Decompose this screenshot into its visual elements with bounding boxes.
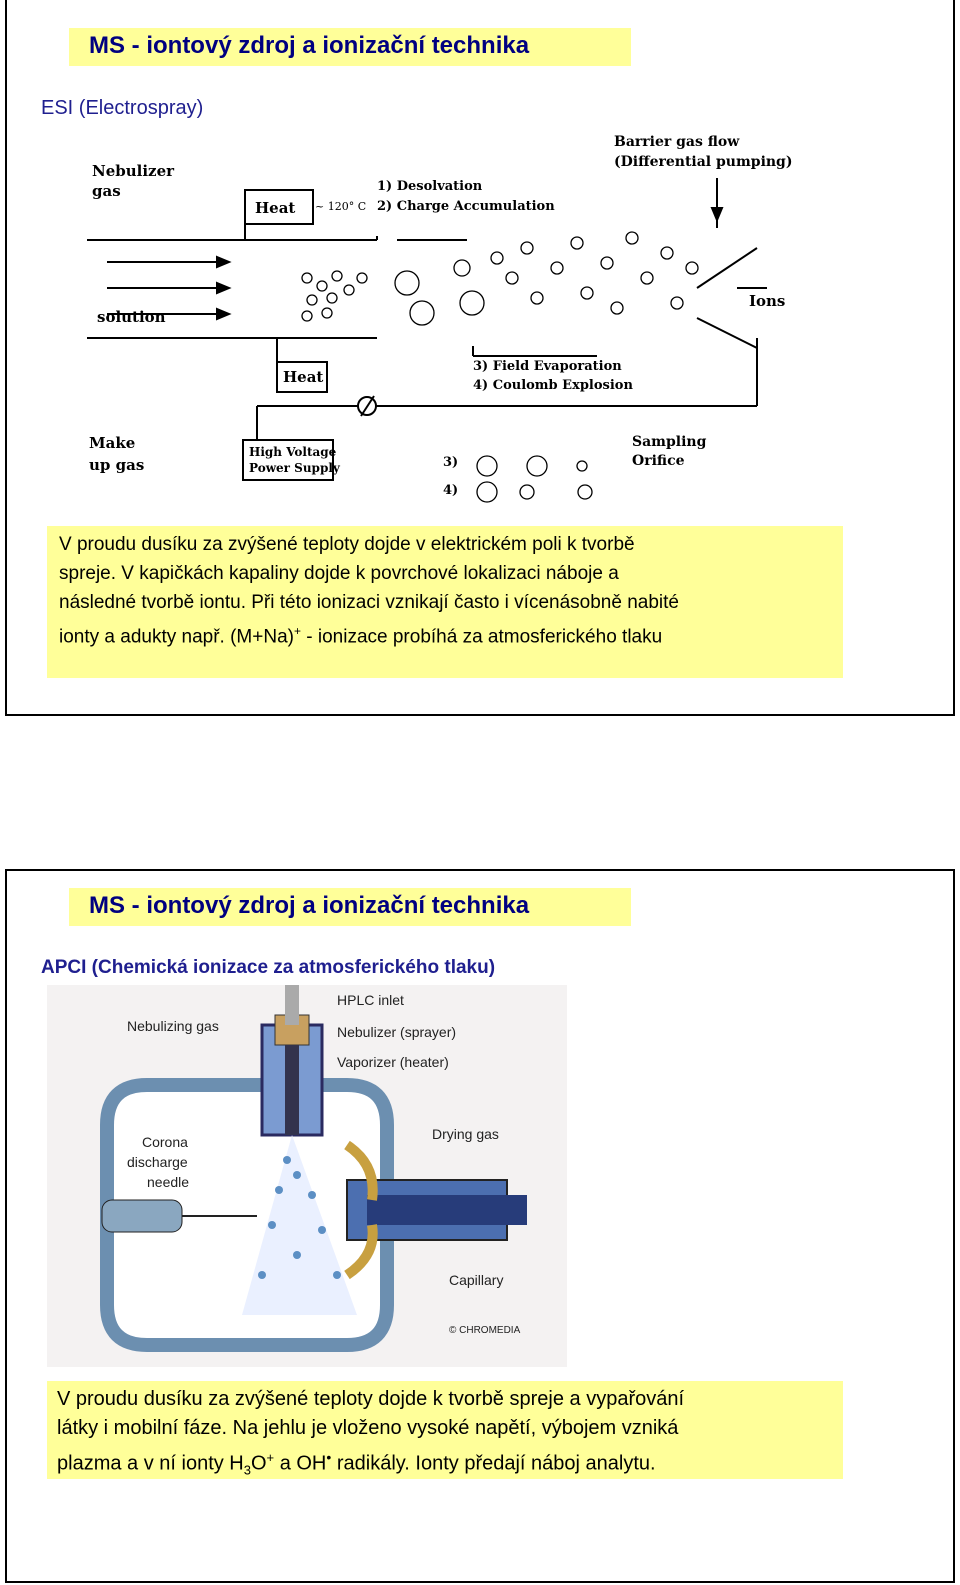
label-num4: 4) (443, 483, 459, 498)
text-line-last: ionty a adukty např. (M+Na)+ - ionizace probíhá za atmosferického tlaku (59, 624, 663, 648)
label-heat-top: Heat (255, 199, 296, 217)
label-solution: solution (97, 308, 166, 326)
label-nebulizer-gas-1: Nebulizer (92, 162, 175, 180)
title-band (69, 28, 631, 66)
label-capillary: Capillary (449, 1272, 504, 1288)
label-drying-gas: Drying gas (432, 1126, 499, 1142)
text-line: V proudu dusíku za zvýšené teploty dojde k tvorbě spreje a vypařování (57, 1388, 685, 1410)
label-hv-1: High Voltage (249, 445, 337, 459)
description-box (47, 526, 843, 678)
label-temp: ~ 120° C (315, 200, 367, 213)
slide-apci (5, 869, 955, 1583)
label-step1: 1) Desolvation (377, 179, 483, 194)
title-band (69, 888, 631, 926)
slide-esi (5, 0, 955, 716)
text-line: V proudu dusíku za zvýšené teploty dojde v elektrickém poli k tvorbě (59, 534, 635, 555)
label-hv-2: Power Supply (249, 461, 340, 475)
label-sampling-2: Orifice (632, 453, 685, 469)
slide-title: MS - iontový zdroj a ionizační technika (89, 892, 530, 919)
apci-diagram (47, 985, 567, 1367)
label-make-2: up gas (89, 456, 145, 474)
label-num3: 3) (443, 455, 459, 470)
label-nebulizer: Nebulizer (sprayer) (337, 1024, 457, 1040)
slide-subtitle: ESI (Electrospray) (41, 97, 204, 119)
label-vaporizer: Vaporizer (heater) (337, 1054, 449, 1070)
slide-title: MS - iontový zdroj a ionizační technika (89, 32, 530, 59)
label-step4: 4) Coulomb Explosion (473, 378, 633, 393)
label-hplc-inlet: HPLC inlet (337, 992, 404, 1008)
label-nebulizer-gas-2: gas (92, 182, 121, 200)
label-barrier-1: Barrier gas flow (614, 134, 740, 150)
text-line-last: plazma a v ní ionty $H_3O^+$ a OH• radikály. Ionty předají náboj analytu. (57, 1449, 656, 1478)
slide-subtitle: APCI (Chemická ionizace za atmosferického tlaku) (41, 957, 496, 978)
label-make-1: Make (89, 434, 136, 452)
label-corona-1: Corona (142, 1134, 188, 1150)
label-barrier-2: (Differential pumping) (614, 154, 793, 170)
text-line: látky i mobilní fáze. Na jehlu je vloženo vysoké napětí, výbojem vzniká (57, 1417, 679, 1439)
text-line: spreje. V kapičkách kapaliny dojde k povrchové lokalizaci náboje a (59, 563, 619, 584)
label-corona-2: discharge (127, 1154, 188, 1170)
label-nebulizing-gas: Nebulizing gas (127, 1018, 219, 1034)
description-box (47, 1381, 843, 1479)
label-corona-3: needle (147, 1174, 190, 1190)
label-step3: 3) Field Evaporation (473, 359, 622, 374)
label-step2: 2) Charge Accumulation (377, 199, 555, 214)
esi-diagram (77, 128, 797, 508)
label-sampling-1: Sampling (632, 434, 707, 450)
label-copyright: © CHROMEDIA (449, 1325, 521, 1336)
label-heat-bottom: Heat (283, 368, 324, 386)
text-line: následné tvorbě iontu. Při této ionizaci vznikají často i vícenásobně nabité (59, 592, 679, 613)
label-ions: Ions (749, 292, 786, 310)
